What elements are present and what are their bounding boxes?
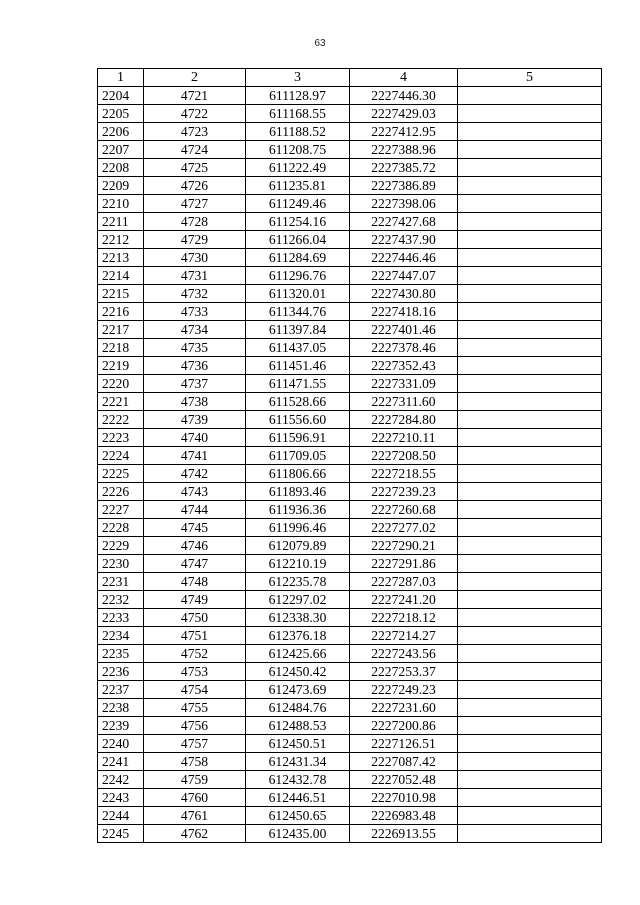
y-coordinate-cell: 2227277.02 (350, 519, 458, 537)
point-id-cell: 4724 (144, 141, 246, 159)
y-coordinate-cell: 2227290.21 (350, 537, 458, 555)
table-row (98, 411, 602, 429)
table-row (98, 465, 602, 483)
y-coordinate-cell: 2227231.60 (350, 699, 458, 717)
y-coordinate-cell: 2227430.80 (350, 285, 458, 303)
x-coordinate-cell: 611556.60 (246, 411, 350, 429)
point-id-cell: 4750 (144, 609, 246, 627)
y-coordinate-cell: 2227447.07 (350, 267, 458, 285)
empty-cell (458, 159, 602, 177)
row-number-cell: 2216 (98, 303, 144, 321)
x-coordinate-cell: 612297.02 (246, 591, 350, 609)
y-coordinate-cell: 2227126.51 (350, 735, 458, 753)
empty-cell (458, 177, 602, 195)
table-row (98, 753, 602, 771)
empty-cell (458, 627, 602, 645)
empty-cell (458, 123, 602, 141)
x-coordinate-cell: 611235.81 (246, 177, 350, 195)
table-row (98, 627, 602, 645)
table-row (98, 807, 602, 825)
table-row (98, 195, 602, 213)
point-id-cell: 4735 (144, 339, 246, 357)
empty-cell (458, 537, 602, 555)
row-number-cell: 2223 (98, 429, 144, 447)
table-row (98, 825, 602, 843)
point-id-cell: 4758 (144, 753, 246, 771)
point-id-cell: 4726 (144, 177, 246, 195)
point-id-cell: 4729 (144, 231, 246, 249)
x-coordinate-cell: 611296.76 (246, 267, 350, 285)
y-coordinate-cell: 2227385.72 (350, 159, 458, 177)
empty-cell (458, 825, 602, 843)
row-number-cell: 2230 (98, 555, 144, 573)
point-id-cell: 4737 (144, 375, 246, 393)
table-row (98, 123, 602, 141)
row-number-cell: 2233 (98, 609, 144, 627)
row-number-cell: 2232 (98, 591, 144, 609)
table-row (98, 321, 602, 339)
row-number-cell: 2208 (98, 159, 144, 177)
x-coordinate-cell: 611344.76 (246, 303, 350, 321)
y-coordinate-cell: 2227241.20 (350, 591, 458, 609)
y-coordinate-cell: 2227427.68 (350, 213, 458, 231)
point-id-cell: 4742 (144, 465, 246, 483)
table-row (98, 447, 602, 465)
coordinates-table (97, 68, 602, 843)
table-row (98, 375, 602, 393)
row-number-cell: 2224 (98, 447, 144, 465)
row-number-cell: 2215 (98, 285, 144, 303)
table-row (98, 699, 602, 717)
empty-cell (458, 87, 602, 105)
table-row (98, 573, 602, 591)
point-id-cell: 4732 (144, 285, 246, 303)
table-row (98, 483, 602, 501)
point-id-cell: 4748 (144, 573, 246, 591)
table-row (98, 159, 602, 177)
y-coordinate-cell: 2227210.11 (350, 429, 458, 447)
x-coordinate-cell: 611471.55 (246, 375, 350, 393)
y-coordinate-cell: 2227287.03 (350, 573, 458, 591)
empty-cell (458, 447, 602, 465)
point-id-cell: 4739 (144, 411, 246, 429)
row-number-cell: 2222 (98, 411, 144, 429)
x-coordinate-cell: 612210.19 (246, 555, 350, 573)
empty-cell (458, 591, 602, 609)
empty-cell (458, 141, 602, 159)
x-coordinate-cell: 612079.89 (246, 537, 350, 555)
row-number-cell: 2240 (98, 735, 144, 753)
empty-cell (458, 231, 602, 249)
x-coordinate-cell: 611222.49 (246, 159, 350, 177)
row-number-cell: 2214 (98, 267, 144, 285)
point-id-cell: 4759 (144, 771, 246, 789)
header-cell-2: 2 (144, 69, 246, 87)
point-id-cell: 4744 (144, 501, 246, 519)
x-coordinate-cell: 612450.42 (246, 663, 350, 681)
table-row (98, 735, 602, 753)
x-coordinate-cell: 611596.91 (246, 429, 350, 447)
point-id-cell: 4736 (144, 357, 246, 375)
row-number-cell: 2245 (98, 825, 144, 843)
row-number-cell: 2236 (98, 663, 144, 681)
point-id-cell: 4723 (144, 123, 246, 141)
y-coordinate-cell: 2227398.06 (350, 195, 458, 213)
point-id-cell: 4725 (144, 159, 246, 177)
empty-cell (458, 735, 602, 753)
y-coordinate-cell: 2227291.86 (350, 555, 458, 573)
table-row (98, 141, 602, 159)
y-coordinate-cell: 2226913.55 (350, 825, 458, 843)
row-number-cell: 2227 (98, 501, 144, 519)
row-number-cell: 2244 (98, 807, 144, 825)
row-number-cell: 2210 (98, 195, 144, 213)
x-coordinate-cell: 611249.46 (246, 195, 350, 213)
x-coordinate-cell: 611320.01 (246, 285, 350, 303)
empty-cell (458, 753, 602, 771)
empty-cell (458, 303, 602, 321)
empty-cell (458, 285, 602, 303)
row-number-cell: 2239 (98, 717, 144, 735)
point-id-cell: 4755 (144, 699, 246, 717)
x-coordinate-cell: 612435.00 (246, 825, 350, 843)
x-coordinate-cell: 612488.53 (246, 717, 350, 735)
empty-cell (458, 393, 602, 411)
empty-cell (458, 807, 602, 825)
row-number-cell: 2234 (98, 627, 144, 645)
empty-cell (458, 429, 602, 447)
point-id-cell: 4733 (144, 303, 246, 321)
header-cell-5: 5 (458, 69, 602, 87)
x-coordinate-cell: 611893.46 (246, 483, 350, 501)
row-number-cell: 2228 (98, 519, 144, 537)
table-row (98, 555, 602, 573)
x-coordinate-cell: 612484.76 (246, 699, 350, 717)
empty-cell (458, 483, 602, 501)
x-coordinate-cell: 611284.69 (246, 249, 350, 267)
table-row (98, 303, 602, 321)
table-row (98, 591, 602, 609)
table-row (98, 519, 602, 537)
row-number-cell: 2225 (98, 465, 144, 483)
table-row (98, 213, 602, 231)
empty-cell (458, 789, 602, 807)
row-number-cell: 2205 (98, 105, 144, 123)
empty-cell (458, 267, 602, 285)
x-coordinate-cell: 611451.46 (246, 357, 350, 375)
point-id-cell: 4728 (144, 213, 246, 231)
point-id-cell: 4731 (144, 267, 246, 285)
row-number-cell: 2231 (98, 573, 144, 591)
empty-cell (458, 699, 602, 717)
table-row (98, 429, 602, 447)
empty-cell (458, 645, 602, 663)
table-body (98, 87, 602, 843)
empty-cell (458, 663, 602, 681)
point-id-cell: 4730 (144, 249, 246, 267)
empty-cell (458, 519, 602, 537)
empty-cell (458, 339, 602, 357)
x-coordinate-cell: 611266.04 (246, 231, 350, 249)
row-number-cell: 2219 (98, 357, 144, 375)
empty-cell (458, 105, 602, 123)
point-id-cell: 4760 (144, 789, 246, 807)
x-coordinate-cell: 612431.34 (246, 753, 350, 771)
point-id-cell: 4722 (144, 105, 246, 123)
row-number-cell: 2243 (98, 789, 144, 807)
point-id-cell: 4761 (144, 807, 246, 825)
row-number-cell: 2226 (98, 483, 144, 501)
x-coordinate-cell: 612432.78 (246, 771, 350, 789)
x-coordinate-cell: 611397.84 (246, 321, 350, 339)
y-coordinate-cell: 2227243.56 (350, 645, 458, 663)
empty-cell (458, 681, 602, 699)
table-row (98, 393, 602, 411)
table-row (98, 249, 602, 267)
y-coordinate-cell: 2227352.43 (350, 357, 458, 375)
y-coordinate-cell: 2227249.23 (350, 681, 458, 699)
table-row (98, 717, 602, 735)
table-row (98, 609, 602, 627)
y-coordinate-cell: 2227284.80 (350, 411, 458, 429)
y-coordinate-cell: 2227214.27 (350, 627, 458, 645)
empty-cell (458, 573, 602, 591)
empty-cell (458, 249, 602, 267)
empty-cell (458, 321, 602, 339)
table-row (98, 339, 602, 357)
row-number-cell: 2206 (98, 123, 144, 141)
empty-cell (458, 213, 602, 231)
y-coordinate-cell: 2227087.42 (350, 753, 458, 771)
empty-cell (458, 555, 602, 573)
x-coordinate-cell: 611709.05 (246, 447, 350, 465)
x-coordinate-cell: 611806.66 (246, 465, 350, 483)
y-coordinate-cell: 2227010.98 (350, 789, 458, 807)
row-number-cell: 2221 (98, 393, 144, 411)
y-coordinate-cell: 2227386.89 (350, 177, 458, 195)
x-coordinate-cell: 612450.51 (246, 735, 350, 753)
x-coordinate-cell: 611128.97 (246, 87, 350, 105)
row-number-cell: 2241 (98, 753, 144, 771)
point-id-cell: 4757 (144, 735, 246, 753)
row-number-cell: 2209 (98, 177, 144, 195)
x-coordinate-cell: 612450.65 (246, 807, 350, 825)
table-header (98, 69, 602, 87)
row-number-cell: 2235 (98, 645, 144, 663)
y-coordinate-cell: 2227218.55 (350, 465, 458, 483)
table-row (98, 501, 602, 519)
point-id-cell: 4745 (144, 519, 246, 537)
table-row (98, 87, 602, 105)
row-number-cell: 2218 (98, 339, 144, 357)
empty-cell (458, 609, 602, 627)
y-coordinate-cell: 2227253.37 (350, 663, 458, 681)
point-id-cell: 4734 (144, 321, 246, 339)
page-number: 63 (314, 38, 326, 49)
point-id-cell: 4749 (144, 591, 246, 609)
x-coordinate-cell: 611168.55 (246, 105, 350, 123)
row-number-cell: 2242 (98, 771, 144, 789)
table-row (98, 267, 602, 285)
x-coordinate-cell: 612376.18 (246, 627, 350, 645)
y-coordinate-cell: 2227239.23 (350, 483, 458, 501)
x-coordinate-cell: 612338.30 (246, 609, 350, 627)
table-row (98, 789, 602, 807)
row-number-cell: 2207 (98, 141, 144, 159)
header-cell-4: 4 (350, 69, 458, 87)
row-number-cell: 2213 (98, 249, 144, 267)
table-row (98, 537, 602, 555)
x-coordinate-cell: 611254.16 (246, 213, 350, 231)
table-row (98, 231, 602, 249)
table-row (98, 771, 602, 789)
row-number-cell: 2211 (98, 213, 144, 231)
point-id-cell: 4751 (144, 627, 246, 645)
table-row (98, 663, 602, 681)
point-id-cell: 4740 (144, 429, 246, 447)
point-id-cell: 4753 (144, 663, 246, 681)
y-coordinate-cell: 2227401.46 (350, 321, 458, 339)
y-coordinate-cell: 2226983.48 (350, 807, 458, 825)
y-coordinate-cell: 2227208.50 (350, 447, 458, 465)
empty-cell (458, 771, 602, 789)
y-coordinate-cell: 2227260.68 (350, 501, 458, 519)
row-number-cell: 2229 (98, 537, 144, 555)
row-number-cell: 2238 (98, 699, 144, 717)
x-coordinate-cell: 611188.52 (246, 123, 350, 141)
table-row (98, 285, 602, 303)
point-id-cell: 4746 (144, 537, 246, 555)
x-coordinate-cell: 611437.05 (246, 339, 350, 357)
row-number-cell: 2237 (98, 681, 144, 699)
point-id-cell: 4762 (144, 825, 246, 843)
x-coordinate-cell: 611528.66 (246, 393, 350, 411)
x-coordinate-cell: 612235.78 (246, 573, 350, 591)
y-coordinate-cell: 2227200.86 (350, 717, 458, 735)
y-coordinate-cell: 2227311.60 (350, 393, 458, 411)
point-id-cell: 4743 (144, 483, 246, 501)
point-id-cell: 4754 (144, 681, 246, 699)
x-coordinate-cell: 612473.69 (246, 681, 350, 699)
x-coordinate-cell: 611996.46 (246, 519, 350, 537)
empty-cell (458, 411, 602, 429)
header-cell-3: 3 (246, 69, 350, 87)
header-row (98, 69, 602, 87)
y-coordinate-cell: 2227446.46 (350, 249, 458, 267)
table-row (98, 681, 602, 699)
y-coordinate-cell: 2227052.48 (350, 771, 458, 789)
empty-cell (458, 465, 602, 483)
header-cell-1: 1 (98, 69, 144, 87)
empty-cell (458, 717, 602, 735)
row-number-cell: 2217 (98, 321, 144, 339)
y-coordinate-cell: 2227331.09 (350, 375, 458, 393)
x-coordinate-cell: 611936.36 (246, 501, 350, 519)
row-number-cell: 2204 (98, 87, 144, 105)
y-coordinate-cell: 2227218.12 (350, 609, 458, 627)
y-coordinate-cell: 2227446.30 (350, 87, 458, 105)
point-id-cell: 4752 (144, 645, 246, 663)
empty-cell (458, 195, 602, 213)
point-id-cell: 4747 (144, 555, 246, 573)
table-row (98, 105, 602, 123)
point-id-cell: 4741 (144, 447, 246, 465)
y-coordinate-cell: 2227429.03 (350, 105, 458, 123)
empty-cell (458, 375, 602, 393)
table-row (98, 177, 602, 195)
empty-cell (458, 501, 602, 519)
x-coordinate-cell: 612425.66 (246, 645, 350, 663)
y-coordinate-cell: 2227388.96 (350, 141, 458, 159)
row-number-cell: 2220 (98, 375, 144, 393)
x-coordinate-cell: 611208.75 (246, 141, 350, 159)
point-id-cell: 4756 (144, 717, 246, 735)
y-coordinate-cell: 2227378.46 (350, 339, 458, 357)
point-id-cell: 4727 (144, 195, 246, 213)
table-row (98, 357, 602, 375)
y-coordinate-cell: 2227412.95 (350, 123, 458, 141)
x-coordinate-cell: 612446.51 (246, 789, 350, 807)
table-row (98, 645, 602, 663)
row-number-cell: 2212 (98, 231, 144, 249)
empty-cell (458, 357, 602, 375)
point-id-cell: 4721 (144, 87, 246, 105)
y-coordinate-cell: 2227418.16 (350, 303, 458, 321)
point-id-cell: 4738 (144, 393, 246, 411)
y-coordinate-cell: 2227437.90 (350, 231, 458, 249)
